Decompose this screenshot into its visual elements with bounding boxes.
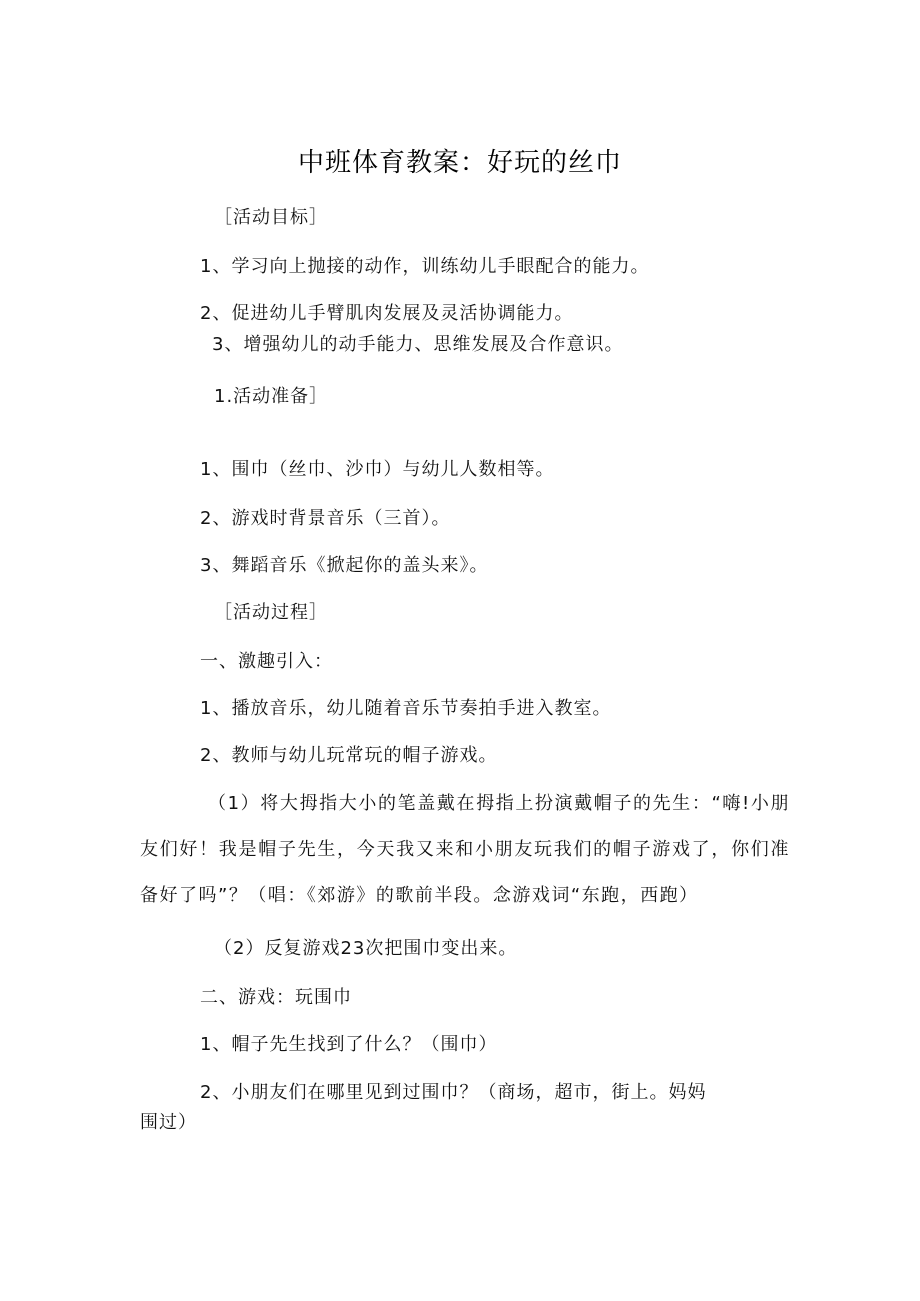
goal-item-3: 3、增强幼儿的动手能力、思维发展及合作意识。	[212, 334, 624, 355]
process-heading: ［活动过程］	[214, 602, 328, 623]
prep-item-2: 2、游戏时背景音乐（三首）。	[200, 508, 451, 529]
prep-item-3: 3、舞蹈音乐《掀起你的盖头来》。	[200, 555, 489, 576]
part1-sub2: （2）反复游戏23次把围巾变出来。	[214, 938, 518, 959]
part2-item-2: 2、小朋友们在哪里见到过围巾？（商场，超市，街上。妈妈	[200, 1082, 707, 1103]
goal-item-1: 1、学习向上抛接的动作，训练幼儿手眼配合的能力。	[200, 256, 650, 277]
part1-sub1-paragraph: （1）将大拇指大小的笔盖戴在拇指上扮演戴帽子的先生：“嗨!小朋友们好！我是帽子先生，今天我又来和小朋友玩我们的帽子游戏了，你们准备好了吗”？（唱：《郊游》的歌前半段。念游戏词“东跑，西跑）	[140, 793, 790, 906]
part1-item-2: 2、教师与幼儿玩常玩的帽子游戏。	[200, 745, 498, 766]
part2-heading: 二、游戏：玩围巾	[200, 987, 352, 1008]
part1-heading: 一、激趣引入：	[200, 651, 333, 672]
part1-item-1: 1、播放音乐，幼儿随着音乐节奏拍手进入教室。	[200, 698, 612, 719]
prep-item-1: 1、围巾（丝巾、沙巾）与幼儿人数相等。	[200, 459, 555, 480]
part2-item-2-continued: 围过）	[140, 1112, 197, 1133]
goals-heading: ［活动目标］	[214, 207, 328, 228]
page-title: 中班体育教案：好玩的丝巾	[297, 148, 622, 178]
goal-item-2: 2、促进幼儿手臂肌肉发展及灵活协调能力。	[200, 303, 574, 324]
prep-heading: 1.活动准备］	[214, 386, 329, 407]
part2-item-1: 1、帽子先生找到了什么？（围巾）	[200, 1034, 498, 1055]
